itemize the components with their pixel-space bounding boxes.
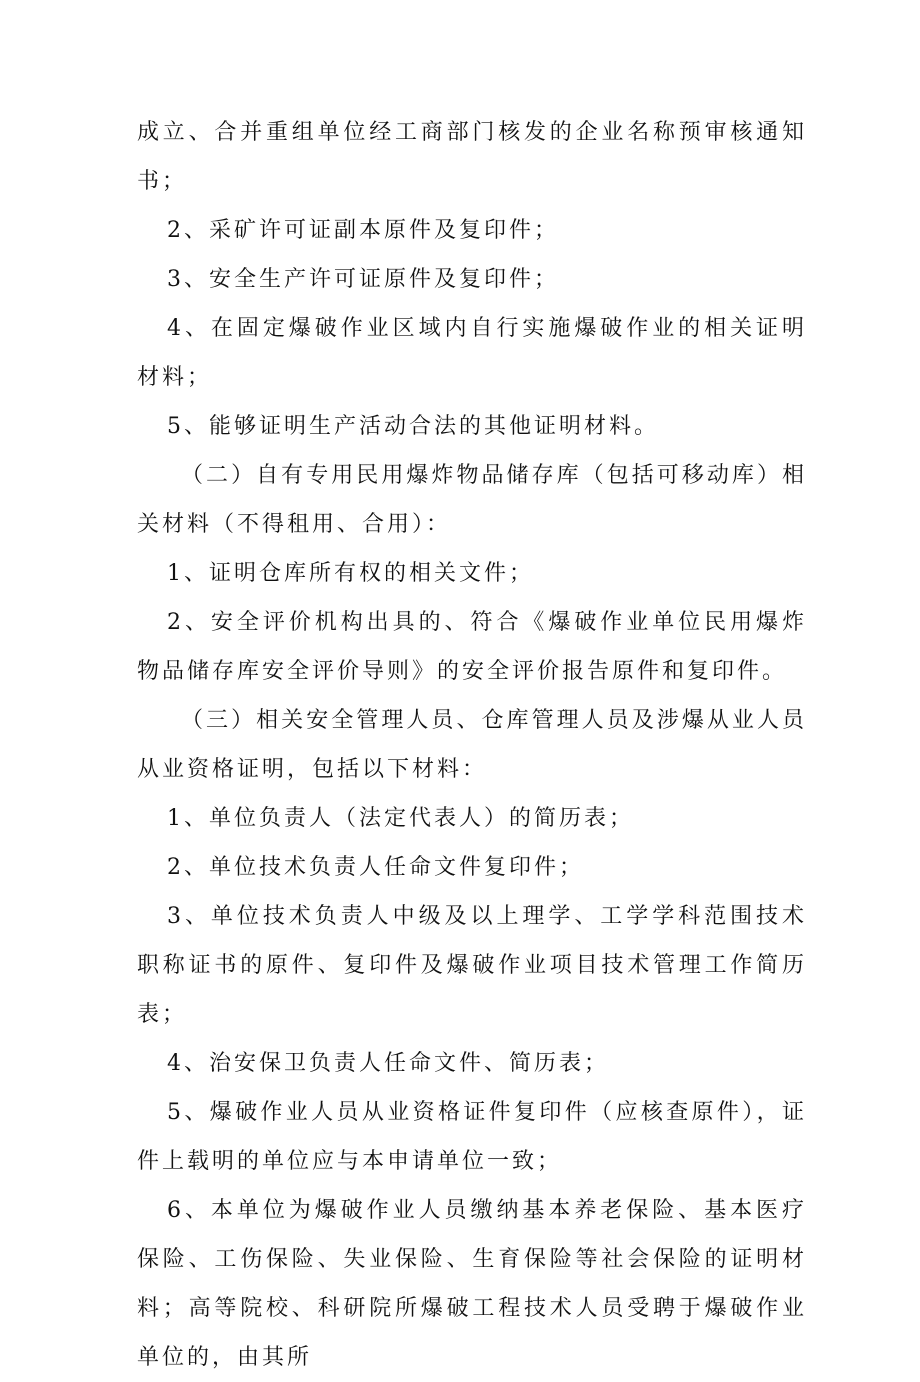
paragraph-4: 4、在固定爆破作业区域内自行实施爆破作业的相关证明材料； bbox=[137, 316, 807, 390]
section-heading-3: （三）相关安全管理人员、仓库管理人员及涉爆从业人员从业资格证明，包括以下材料： bbox=[137, 708, 807, 782]
paragraph-7: 1、证明仓库所有权的相关文件； bbox=[167, 561, 534, 586]
paragraph-15: 6、本单位为爆破作业人员缴纳基本养老保险、基本医疗保险、工伤保险、失业保险、生育保险等社会保险的证明材料；高等院校、科研院所爆破工程技术人员受聘于爆破作业单位的，由其所 bbox=[137, 1198, 807, 1370]
paragraph-14: 5、爆破作业人员从业资格证件复印件（应核查原件），证件上载明的单位应与本申请单位一致； bbox=[137, 1100, 807, 1174]
paragraph-3: 3、安全生产许可证原件及复印件； bbox=[167, 267, 559, 292]
paragraph-10: 1、单位负责人（法定代表人）的简历表； bbox=[167, 806, 634, 831]
paragraph-11: 2、单位技术负责人任命文件复印件； bbox=[167, 855, 584, 880]
paragraph-8: 2、安全评价机构出具的、符合《爆破作业单位民用爆炸物品储存库安全评价导则》的安全评价报告原件和复印件。 bbox=[137, 610, 807, 684]
paragraph-1: 成立、合并重组单位经工商部门核发的企业名称预审核通知书； bbox=[137, 120, 807, 194]
section-heading-2: （二）自有专用民用爆炸物品储存库（包括可移动库）相关材料（不得租用、合用）： bbox=[137, 463, 807, 537]
paragraph-13: 4、治安保卫负责人任命文件、简历表； bbox=[167, 1051, 609, 1076]
paragraph-12: 3、单位技术负责人中级及以上理学、工学学科范围技术职称证书的原件、复印件及爆破作业项目技术管理工作简历表； bbox=[137, 904, 807, 1027]
paragraph-5: 5、能够证明生产活动合法的其他证明材料。 bbox=[167, 414, 659, 439]
paragraph-2: 2、采矿许可证副本原件及复印件； bbox=[167, 218, 559, 243]
document-body bbox=[137, 108, 807, 1382]
